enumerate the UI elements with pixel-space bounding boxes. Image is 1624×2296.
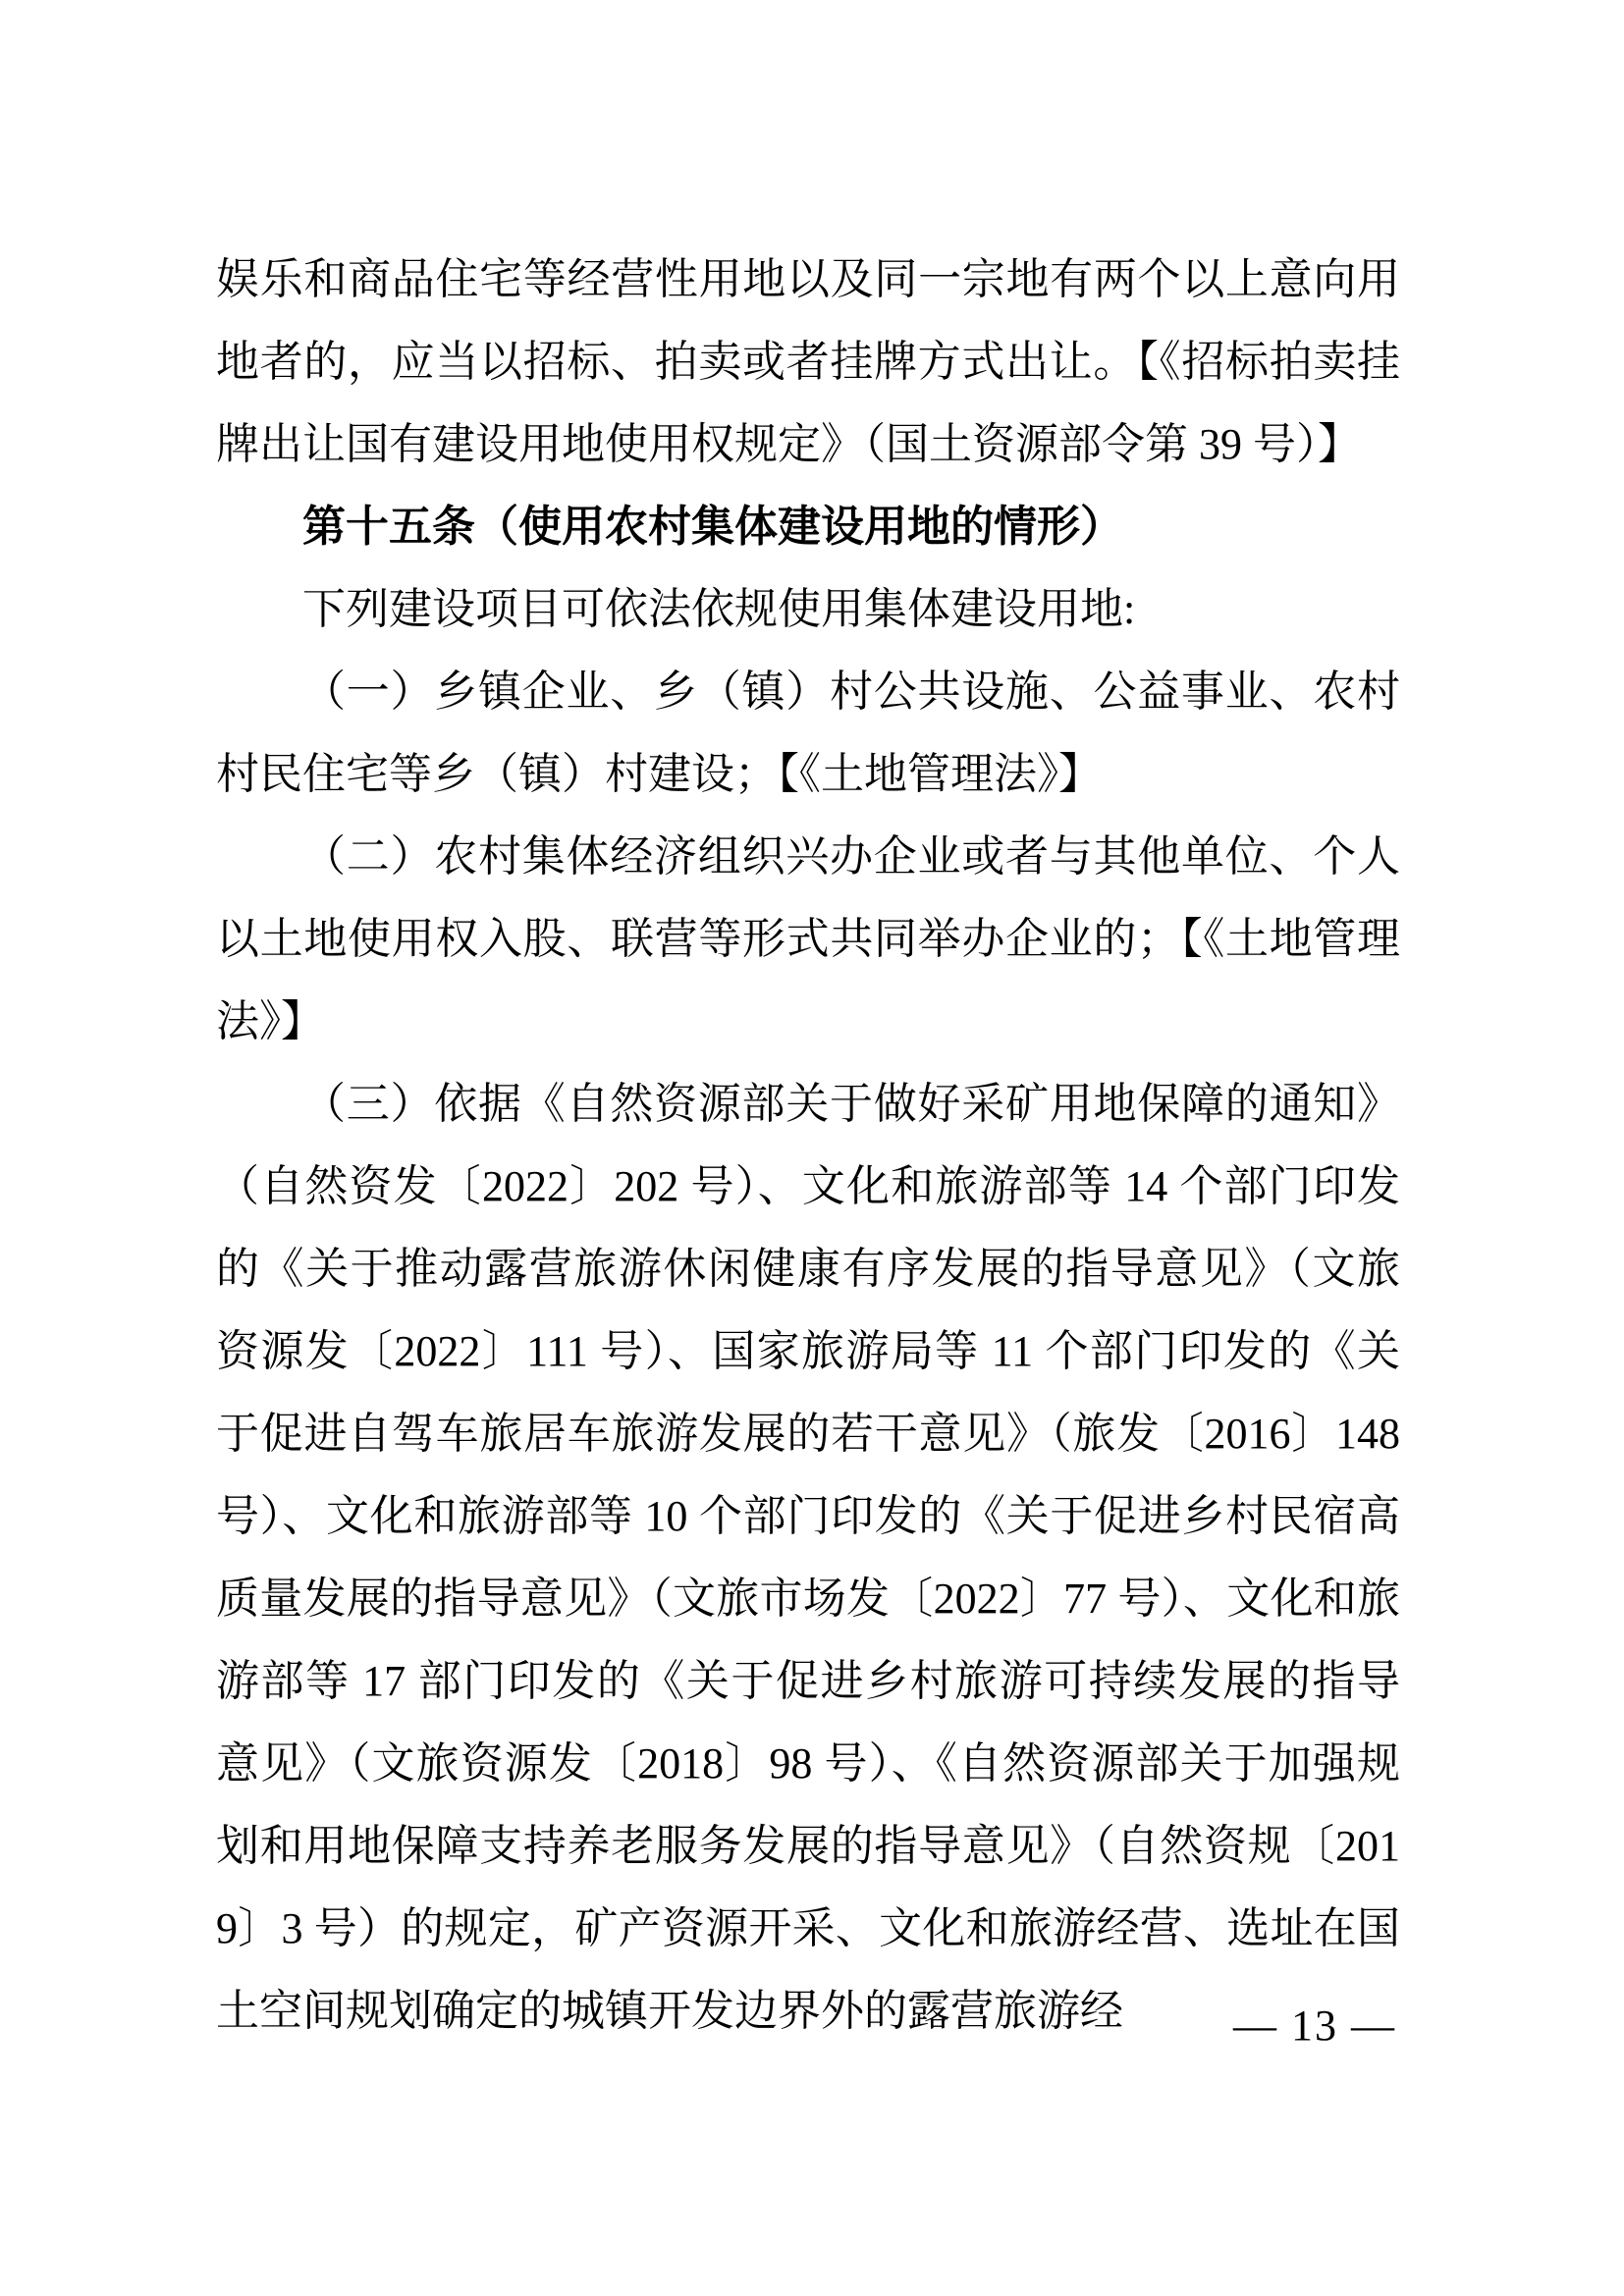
clause-2-collective-economic-organizations: （二）农村集体经济组织兴办企业或者与其他单位、个人以土地使用权入股、联营等形式共同举办企业的；【《土地管理法》】 <box>216 832 1400 1045</box>
article-15-heading: 第十五条（使用农村集体建设用地的情形） <box>302 503 1123 551</box>
clause-3-policy-basis: （三）依据《自然资源部关于做好采矿用地保障的通知》（自然资发〔2022〕202 号）、文化和旅游部等 14 个部门印发的《关于推动露营旅游休闲健康有序发展的指导意见》（文旅资源发〔2022〕111 号）、国家旅游局等 11 个部门印发的《关于促进自驾车旅居车旅游发展的若干意见》（旅发〔2016〕148 号）、文化和旅游部等 10 个部门印发的《关于促进乡村民宿高质量发展的指导意见》（文旅市场发〔2022〕77 号）、文化和旅游部等 17 部门印发的《关于促进乡村旅游可持续发展的指导意见》（文旅资源发〔2018〕98 号）、《自然资源部关于加强规划和用地保障支持养老服务发展的指导意见》（自然资规〔2019〕3 号）的规定，矿产资源开采、文化和旅游经营、选址在国土空间规划确定的城镇开发边界外的露营旅游经 <box>216 1080 1400 2035</box>
clause-1-township-enterprises: （一）乡镇企业、乡（镇）村公共设施、公益事业、农村村民住宅等乡（镇）村建设；【《土地管理法》】 <box>216 667 1400 798</box>
document-body <box>216 239 1400 2053</box>
article-15-lead-sentence: 下列建设项目可依法依规使用集体建设用地: <box>302 585 1136 633</box>
page-number: — 13 — <box>1233 2002 1396 2050</box>
paragraph-lease-transfer-continuation: 娱乐和商品住宅等经营性用地以及同一宗地有两个以上意向用地者的，应当以招标、拍卖或者挂牌方式出让。【《招标拍卖挂牌出让国有建设用地使用权规定》（国土资源部令第 39 号）】 <box>216 255 1400 468</box>
